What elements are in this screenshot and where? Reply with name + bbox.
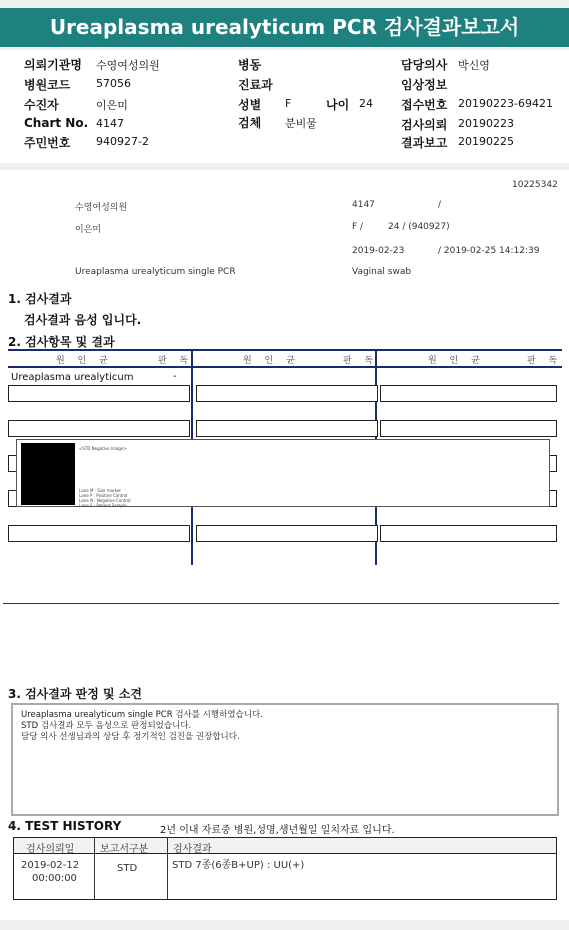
summary-age-dob: 24 / (940927) [388, 222, 450, 232]
ssn-value: 940927-2 [96, 135, 149, 148]
section-1-title: 1. 검사결과 [8, 292, 72, 306]
institution-value: 수영여성의원 [96, 59, 160, 72]
doctor-value: 박신영 [458, 59, 490, 72]
summary-sex: F / [352, 222, 364, 232]
empty-cell [8, 420, 190, 437]
hospital-code-label: 병원코드 [24, 78, 71, 92]
section-4-title: 4. TEST HISTORY [8, 819, 122, 833]
col-pathogen-2: 원 인 균 [243, 356, 300, 366]
gel-image-panel [16, 439, 550, 507]
col-judgement-3: 판 독 [527, 356, 563, 366]
divider [3, 603, 559, 604]
history-col-result: 검사결과 [173, 844, 212, 855]
gel-image [21, 443, 75, 505]
empty-cell [8, 385, 190, 402]
opinion-line: Ureaplasma urealyticum single PCR 검사를 시행하였습니다. [21, 710, 263, 720]
age-value: 24 [359, 97, 373, 110]
col-pathogen-1: 원 인 균 [56, 356, 113, 366]
pathogen-judgement: - [173, 371, 177, 382]
report-header [0, 50, 569, 163]
report-sheet [0, 170, 569, 920]
history-row-type: STD [117, 863, 138, 874]
empty-cell [196, 385, 378, 402]
history-col-date: 검사의뢰일 [26, 844, 75, 855]
empty-cell [196, 420, 378, 437]
history-row-result: STD 7종(6종B+UP) : UU(+) [172, 860, 305, 871]
history-table [13, 837, 557, 900]
empty-cell [380, 420, 557, 437]
receipt-no-label: 접수번호 [401, 98, 448, 112]
doctor-label: 담당의사 [401, 58, 448, 72]
clinical-info-label: 임상정보 [401, 78, 448, 92]
table-header-rule [8, 366, 562, 368]
summary-specimen: Vaginal swab [352, 267, 412, 277]
col-judgement-2: 판 독 [343, 356, 379, 366]
history-col-type: 보고서구분 [100, 844, 149, 855]
institution-label: 의뢰기관명 [24, 58, 82, 72]
section-2-title: 2. 검사항목 및 결과 [8, 335, 115, 349]
age-label: 나이 [326, 98, 350, 112]
report-date-label: 결과보고 [401, 136, 448, 150]
opinion-line: STD 검사결과 모두 음성으로 판정되었습니다. [21, 721, 192, 731]
empty-cell [380, 525, 557, 542]
history-col-divider [94, 838, 95, 899]
gel-image-caption: <STD Negative Image> [79, 446, 127, 451]
report-title: Ureaplasma urealyticum PCR 검사결과보고서 [0, 8, 569, 47]
receipt-no-value: 20190223-69421 [458, 97, 553, 110]
chart-label: Chart No. [24, 116, 89, 130]
opinion-box [11, 703, 559, 816]
summary-slash: / [438, 200, 442, 210]
gel-legend-s: Lane S : Patient Sample [79, 503, 127, 508]
history-row-time: 00:00:00 [32, 873, 77, 884]
specimen-label: 검체 [238, 116, 262, 130]
empty-cell [8, 525, 190, 542]
patient-value: 이은미 [96, 99, 128, 112]
summary-test-name: Ureaplasma urealyticum single PCR [75, 267, 236, 277]
summary-date-requested: 2019-02-23 [352, 246, 405, 256]
sex-label: 성별 [238, 98, 262, 112]
dept-label: 진료과 [238, 78, 273, 92]
summary-id: 10225342 [512, 180, 558, 190]
history-col-divider [167, 838, 168, 899]
col-judgement-1: 판 독 [158, 356, 194, 366]
opinion-line: 담당 의사 선생님과의 상담 후 정기적인 검진을 권장합니다. [21, 732, 240, 742]
sex-value: F [285, 97, 292, 110]
ssn-label: 주민번호 [24, 136, 71, 150]
summary-chart: 4147 [352, 200, 375, 210]
history-header-row [14, 838, 556, 854]
report-date-value: 20190225 [458, 135, 514, 148]
gel-legend-m: Lane M : Size marker [79, 488, 122, 493]
summary-date-reported: / 2019-02-25 14:12:39 [438, 246, 540, 256]
ward-label: 병동 [238, 58, 262, 72]
pathogen-name: Ureaplasma urealyticum [11, 372, 134, 383]
empty-cell [380, 385, 557, 402]
history-row-date: 2019-02-12 [21, 860, 80, 871]
section-3-title: 3. 검사결과 판정 및 소견 [8, 687, 142, 701]
request-date-label: 검사의뢰 [401, 118, 448, 132]
chart-value: 4147 [96, 117, 124, 130]
patient-label: 수진자 [24, 98, 59, 112]
table-top-rule [8, 349, 562, 351]
section-1-result: 검사결과 음성 입니다. [24, 313, 142, 327]
summary-clinic: 수영여성의원 [75, 203, 128, 213]
history-note: 2년 이내 자료중 병원,성명,생년월일 일치자료 입니다. [160, 825, 395, 836]
request-date-value: 20190223 [458, 117, 514, 130]
summary-patient: 이은미 [75, 225, 102, 235]
specimen-value: 분비물 [285, 117, 317, 130]
hospital-code-value: 57056 [96, 77, 131, 90]
empty-cell [196, 525, 378, 542]
col-pathogen-3: 원 인 균 [428, 356, 485, 366]
gel-legend-n: Lane N : Negative Control [79, 498, 131, 503]
gel-legend-p: Lane P : Positive Control [79, 493, 128, 498]
